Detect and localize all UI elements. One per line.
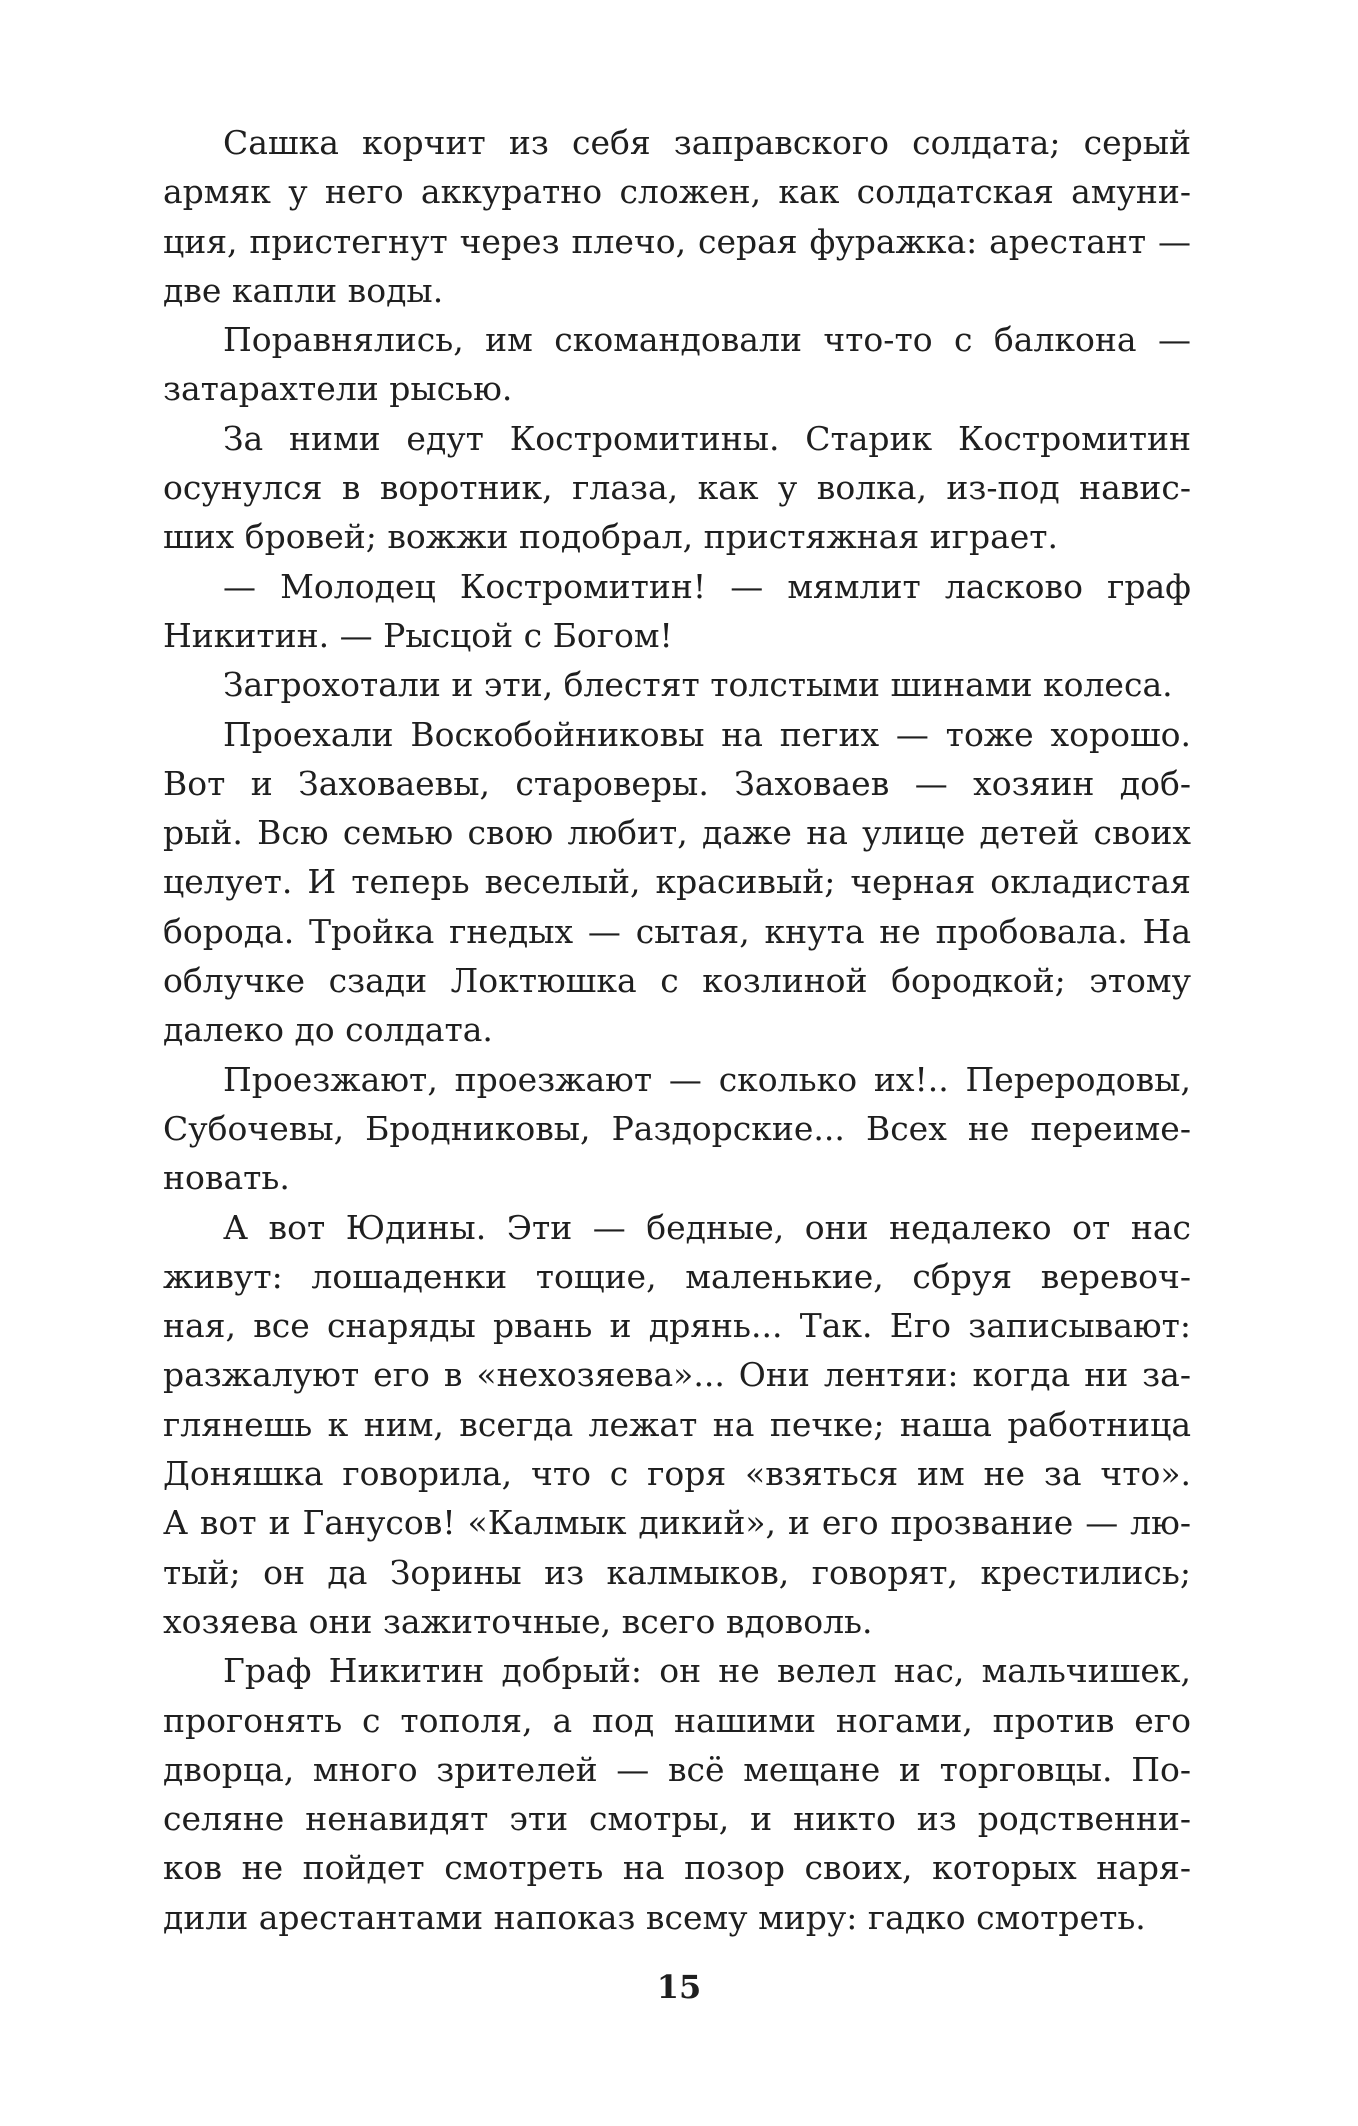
page-number: 15 — [656, 1968, 702, 2006]
text-line: две капли воды. — [163, 270, 444, 310]
text-line: прогонять с тополя, а под нашими ногами, против его — [163, 1700, 1191, 1740]
text-line: хозяева они зажиточные, всего вдоволь. — [163, 1601, 873, 1641]
text-line: ших бровей; вожжи подобрал, пристяжная играет. — [163, 517, 1059, 557]
text-line: Сашка корчит из себя заправского солдата; серый — [223, 123, 1191, 162]
text-line: Субочевы, Бродниковы, Раздорские... Всех не переиме- — [163, 1108, 1191, 1148]
text-line: А вот Юдины. Эти — бедные, они недалеко от нас — [223, 1207, 1191, 1247]
text-line: — Молодец Костромитин! — мямлит ласково граф — [223, 566, 1191, 606]
text-line: осунулся в воротник, глаза, как у волка, из-под навис- — [163, 468, 1191, 508]
text-line: дили арестантами напоказ всему миру: гадко смотреть. — [163, 1897, 1146, 1937]
text-line: далеко до солдата. — [163, 1010, 493, 1050]
text-line: разжалуют его в «нехозяева»... Они лентяи: когда ни за- — [163, 1355, 1191, 1395]
text-line: затарахтели рысью. — [163, 369, 513, 409]
text-line: селяне ненавидят эти смотры, и никто из родственни- — [163, 1799, 1191, 1839]
text-line: дворца, много зрителей — всё мещане и торговцы. По- — [163, 1749, 1191, 1789]
text-line: ная, все снаряды рвань и дрянь... Так. Его записывают: — [163, 1306, 1191, 1346]
text-line: облучке сзади Локтюшка с козлиной бородкой; этому — [163, 961, 1191, 1001]
text-line: рый. Всю семью свою любит, даже на улице детей своих — [163, 813, 1191, 853]
text-line: тый; он да Зорины из калмыков, говорят, крестились; — [163, 1552, 1191, 1592]
text-line: Граф Никитин добрый: он не велел нас, мальчишек, — [223, 1651, 1191, 1691]
page-text — [163, 118, 1191, 1942]
text-line: Доняшка говорила, что с горя «взяться им не за что». — [163, 1454, 1191, 1494]
text-line: ция, пристегнут через плечо, серая фуражка: арестант — — [163, 221, 1191, 261]
text-line: Поравнялись, им скомандовали что-то с балкона — — [223, 320, 1191, 360]
text-line: армяк у него аккуратно сложен, как солдатская амуни- — [163, 172, 1191, 212]
text-line: Никитин. — Рысцой с Богом! — [163, 615, 673, 655]
text-line: живут: лошаденки тощие, маленькие, сбруя веревоч- — [163, 1256, 1191, 1296]
text-line: Проехали Воскобойниковы на пегих — тоже хорошо. — [223, 714, 1191, 754]
text-line: Вот и Заховаевы, староверы. Заховаев — хозяин доб- — [163, 763, 1191, 803]
text-line: ков не пойдет смотреть на позор своих, которых наря- — [163, 1848, 1191, 1888]
text-line: За ними едут Костромитины. Старик Костромитин — [223, 418, 1191, 458]
text-line: новать. — [163, 1158, 290, 1198]
text-line: борода. Тройка гнедых — сытая, кнута не пробовала. На — [163, 911, 1191, 951]
text-line: Загрохотали и эти, блестят толстыми шинами колеса. — [223, 665, 1173, 705]
text-line: целует. И теперь веселый, красивый; черная окладистая — [163, 862, 1191, 902]
text-line: Проезжают, проезжают — сколько их!.. Переродовы, — [223, 1059, 1191, 1099]
text-line: А вот и Ганусов! «Калмык дикий», и его прозвание — лю- — [163, 1503, 1191, 1543]
text-line: глянешь к ним, всегда лежат на печке; наша работница — [163, 1404, 1191, 1444]
